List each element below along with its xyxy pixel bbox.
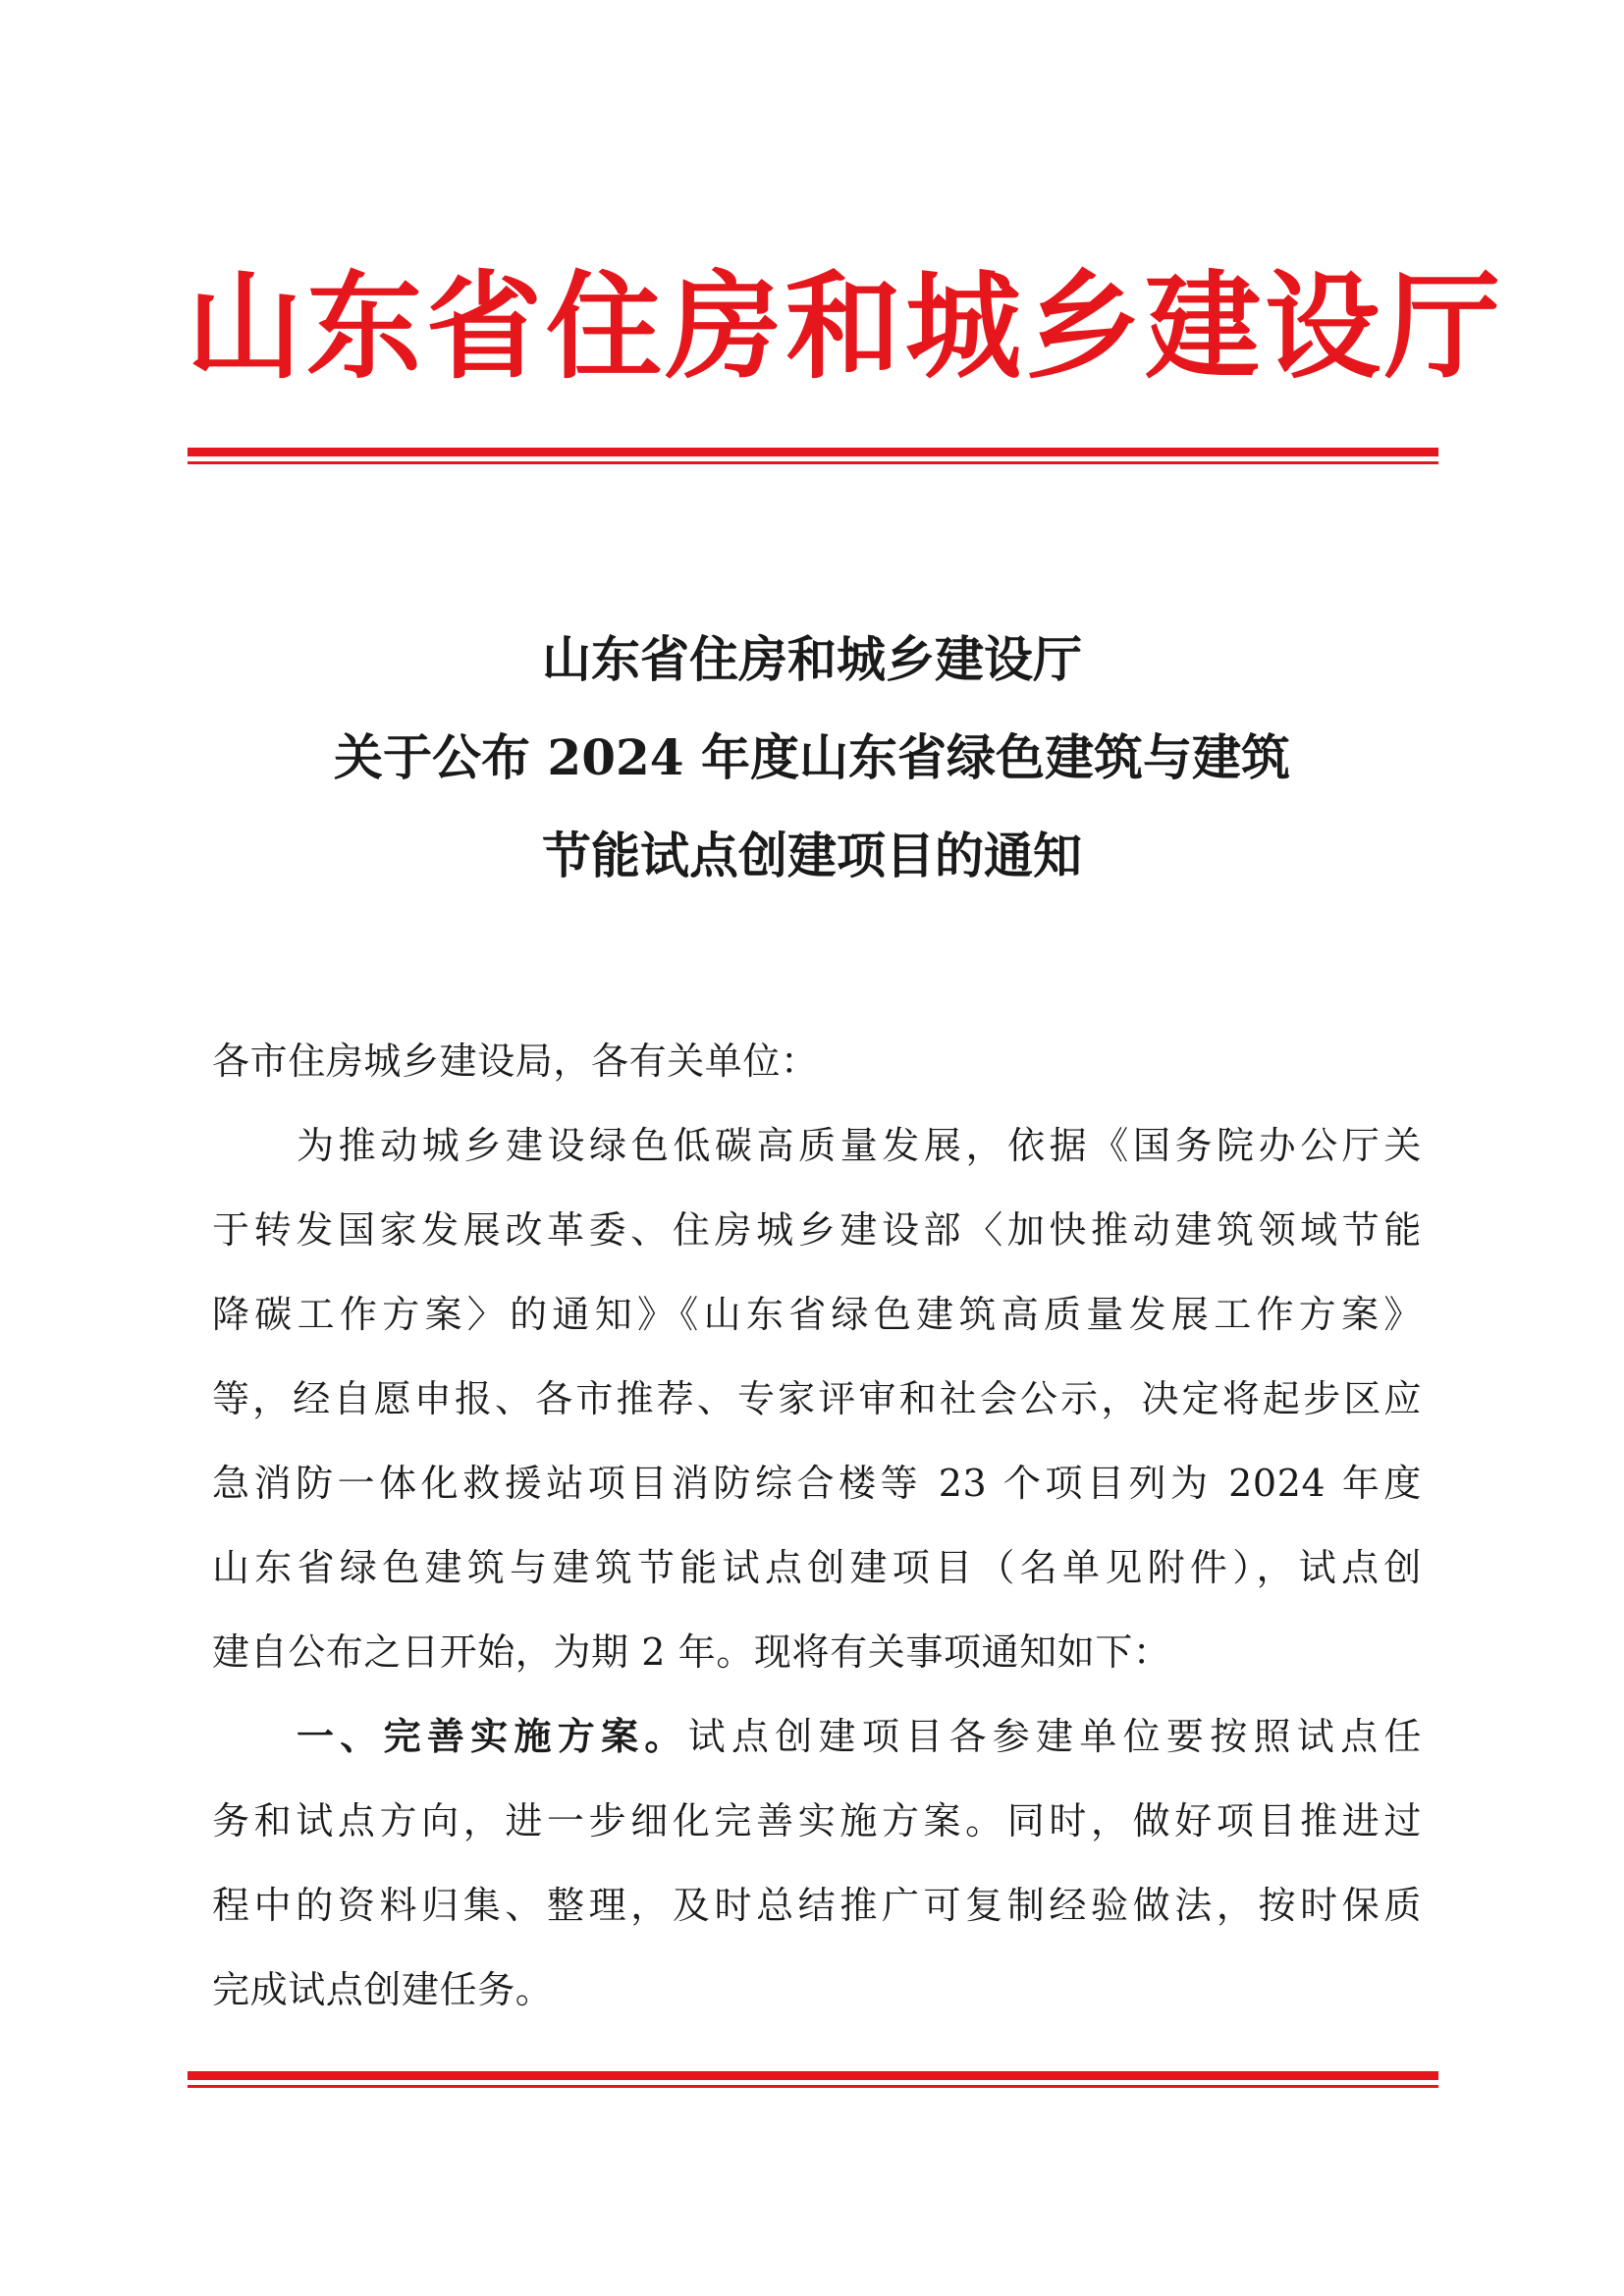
paragraph-line: 为推动城乡建设绿色低碳高质量发展，依据《国务院办公厅关 [297,1124,1422,1167]
paragraph-line: 急消防一体化救援站项目消防综合楼等 23 个项目列为 2024 年度 [212,1462,1422,1505]
paragraph-line: 程中的资料归集、整理，及时总结推广可复制经验做法，按时保质 [212,1884,1422,1927]
letterhead-org-name: 山东省住房和城乡建设厅 [187,259,1505,395]
section-1-text: 试点创建项目各参建单位要按照试点任 [687,1715,1423,1758]
paragraph-line: 务和试点方向，进一步细化完善实施方案。同时，做好项目推进过 [212,1799,1422,1842]
paragraph-intro [212,1103,1422,1694]
title-line: 山东省住房和城乡建设厅 [542,630,1082,688]
section-1-heading: 一、完善实施方案。 [297,1714,688,1758]
section-1 [212,1694,1422,2032]
salutation-text: 各市住房城乡建设局，各有关单位： [212,1040,819,1083]
document-title [187,611,1437,905]
paragraph-line: 建自公布之日开始，为期 2 年。现将有关事项通知如下： [212,1630,1171,1674]
paragraph-line: 等，经自愿申报、各市推荐、专家评审和社会公示，决定将起步区应 [212,1377,1422,1420]
paragraph-line: 山东省绿色建筑与建筑节能试点创建项目（名单见附件），试点创 [212,1546,1422,1589]
salutation [212,1019,1422,1103]
paragraph-line: 于转发国家发展改革委、住房城乡建设部〈加快推动建筑领域节能 [212,1208,1422,1252]
title-line: 节能试点创建项目的通知 [542,827,1082,884]
footer-red-rule [188,2071,1438,2088]
paragraph-line: 完成试点创建任务。 [212,1968,554,2011]
letterhead-red-rule [188,448,1438,464]
section-1-first-line [212,1694,1422,1779]
paragraph-line: 降碳工作方案〉的通知》《山东省绿色建筑高质量发展工作方案》 [212,1293,1422,1336]
title-line: 关于公布 2024 年度山东省绿色建筑与建筑 [334,728,1290,786]
document-body [212,1019,1422,2032]
